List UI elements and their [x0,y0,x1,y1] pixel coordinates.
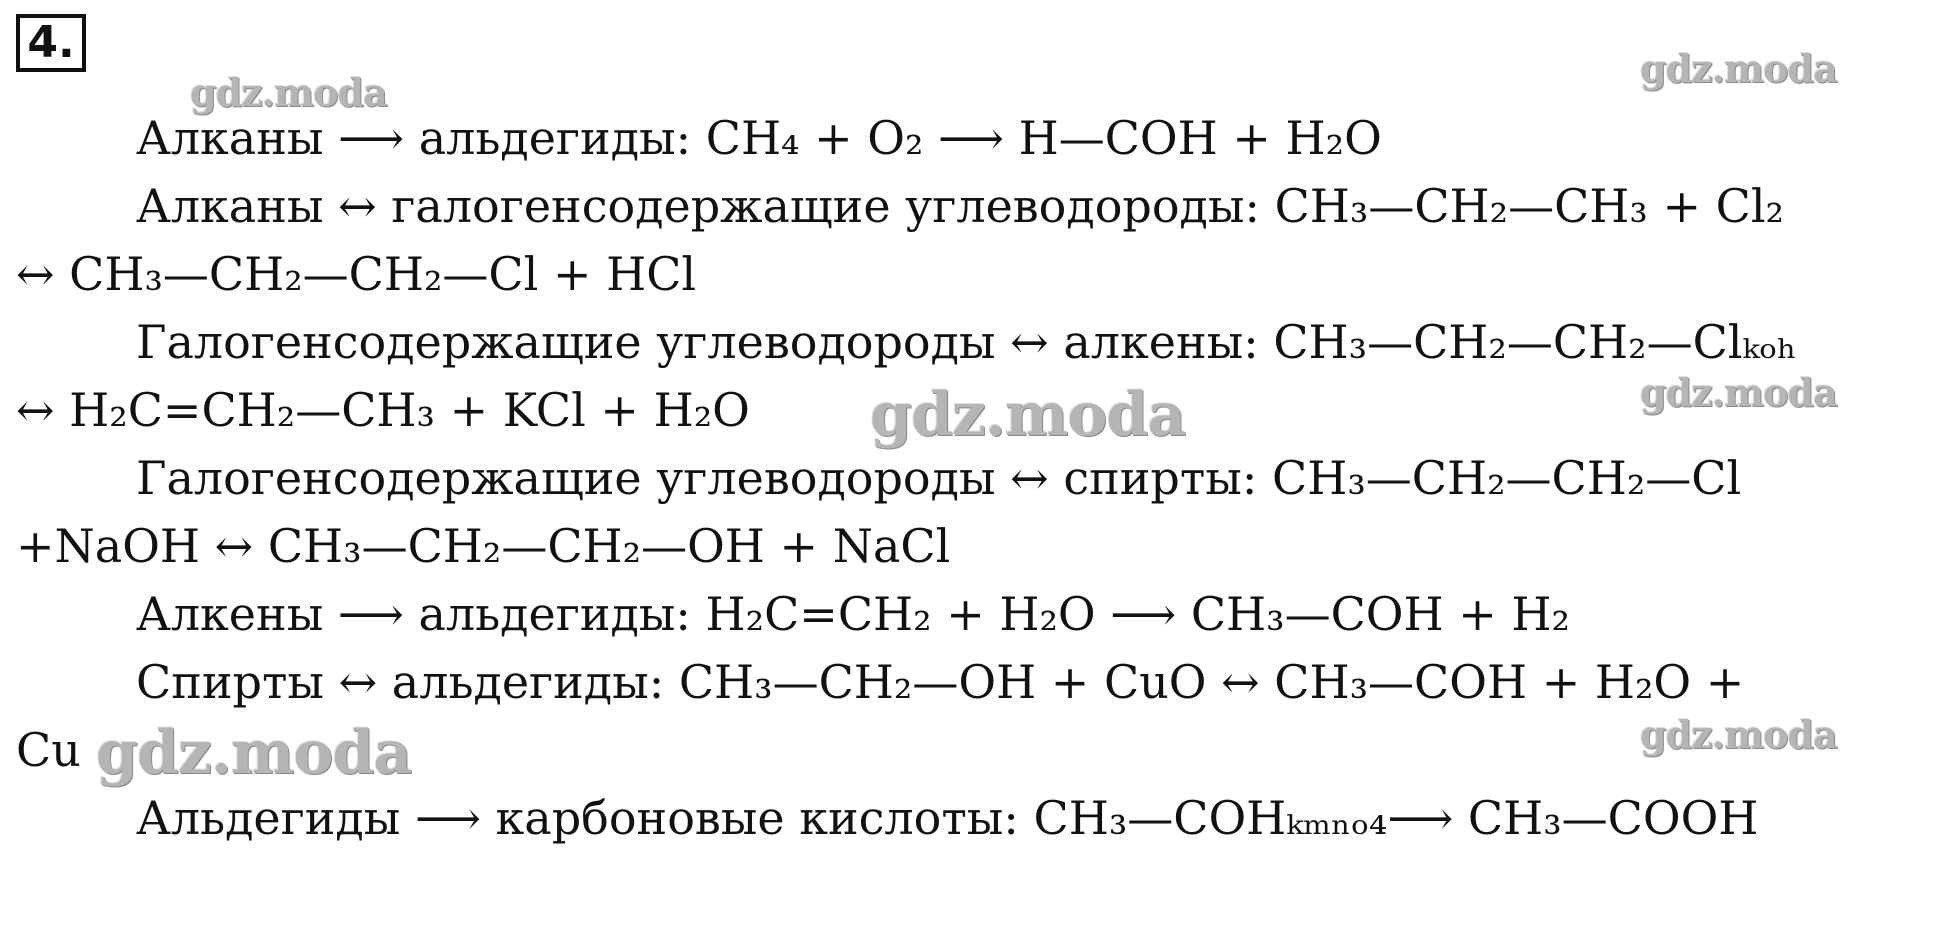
reaction-line-continuation: Cu [16,723,81,777]
reaction-line: Альдегиды ⟶ карбоновые кислоты: CH₃—COHₖₘₙₒ₄⟶ CH₃—COOH [136,791,1759,845]
reaction-line: Алкены ⟶ альдегиды: H₂C=CH₂ + H₂O ⟶ CH₃—COH + H₂ [136,587,1570,641]
reaction-line-continuation: ↔ CH₃—CH₂—CH₂—Cl + HCl [16,247,697,301]
watermark: gdz.moda [190,70,387,115]
watermark: gdz.moda [96,718,412,788]
reaction-line-continuation: +NaOH ↔ CH₃—CH₂—CH₂—OH + NaCl [16,519,951,573]
reaction-line: Галогенсодержащие углеводороды ↔ алкены: CH₃—CH₂—CH₂—Clₖₒₕ [136,315,1797,369]
watermark: gdz.moda [1640,712,1837,757]
task-number-box: 4. [16,14,86,72]
reaction-line: Алканы ↔ галогенсодержащие углеводороды: CH₃—CH₂—CH₃ + Cl₂ [136,179,1784,233]
watermark: gdz.moda [870,380,1186,450]
watermark: gdz.moda [1640,370,1837,415]
reaction-line: Галогенсодержащие углеводороды ↔ спирты: CH₃—CH₂—CH₂—Cl [136,451,1742,505]
watermark: gdz.moda [1640,46,1837,91]
reaction-line: Спирты ↔ альдегиды: CH₃—CH₂—OH + CuO ↔ CH₃—COH + H₂O + [136,655,1745,709]
reaction-line: Алканы ⟶ альдегиды: CH₄ + O₂ ⟶ H—COH + H₂O [136,111,1382,165]
reaction-line-continuation: ↔ H₂C=CH₂—CH₃ + KCl + H₂O [16,383,750,437]
